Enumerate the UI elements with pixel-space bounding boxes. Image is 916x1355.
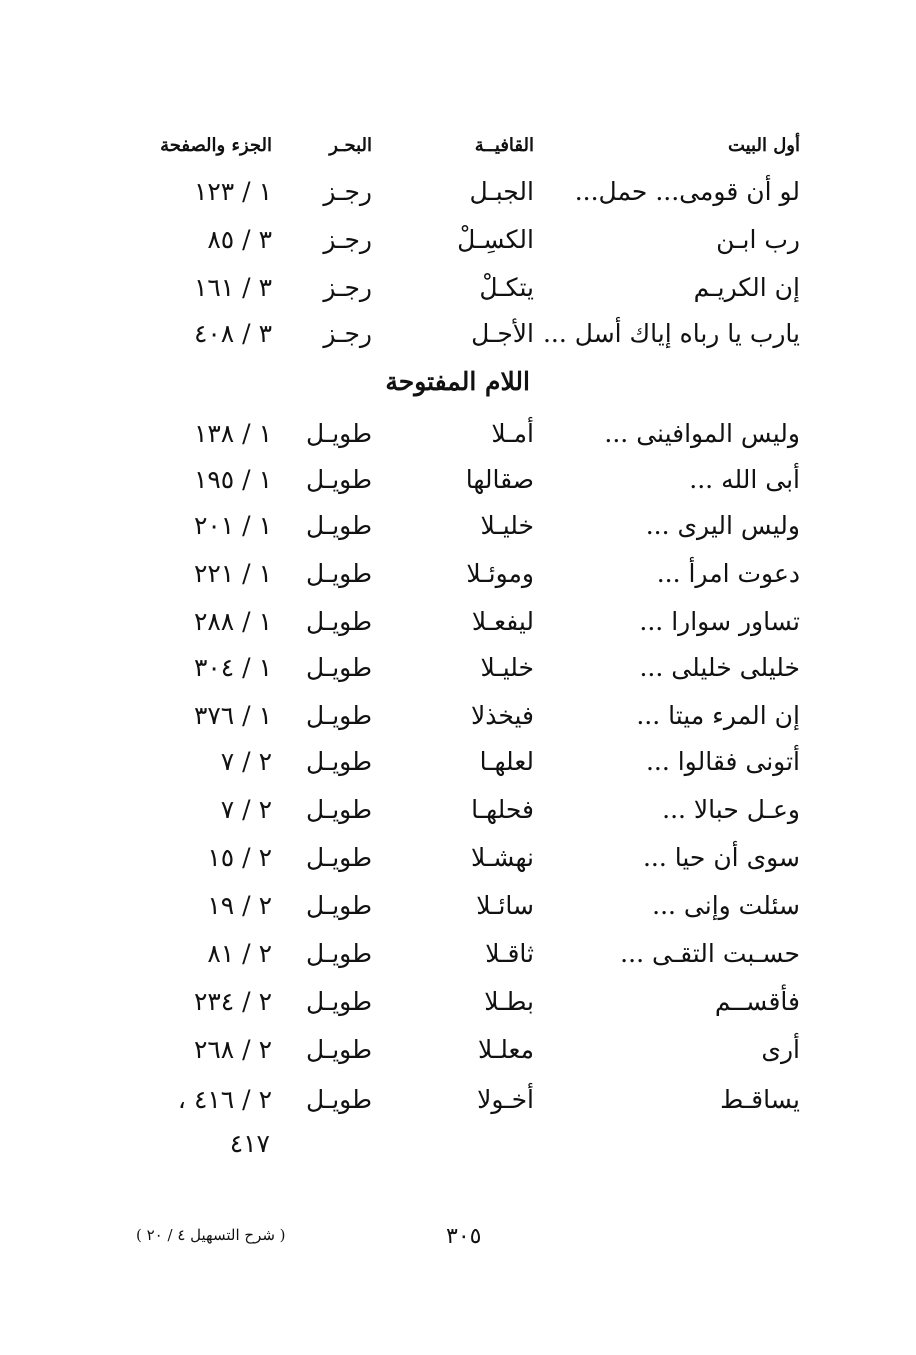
verse-text: فأقســم xyxy=(714,987,800,1016)
ref-text: ١ / ٢٨٨ xyxy=(193,607,272,636)
verse-text: خليلى خليلى ... xyxy=(639,653,800,682)
verse-text: دعوت امرأ ... xyxy=(656,559,800,588)
rhyme-text: بطـلا xyxy=(484,987,534,1016)
rhyme-text: وموئـلا xyxy=(466,559,534,588)
ref-text: ٢ / ٨١ xyxy=(207,939,272,968)
rhyme-text: ثاقـلا xyxy=(485,939,534,968)
ref-continuation: ٤١٧ xyxy=(229,1129,270,1158)
verse-text: لو أن قومى... حمل... xyxy=(574,177,800,206)
verse-text: يساقـط xyxy=(720,1085,800,1114)
rhyme-text: الأجـل xyxy=(471,319,534,348)
rhyme-text: نهشـلا xyxy=(470,843,534,872)
ref-text: ٢ / ٤١٦ ، xyxy=(177,1085,272,1114)
ref-text: ١ / ١٣٨ xyxy=(193,419,272,448)
ref-text: ٢ / ٧ xyxy=(220,747,272,776)
meter-text: طويـل xyxy=(305,559,372,588)
rhyme-text: الجبـل xyxy=(469,177,534,206)
ref-text: ٢ / ١٥ xyxy=(207,843,272,872)
verse-text: أبى الله ... xyxy=(689,465,800,494)
verse-text: وليس الموافينى ... xyxy=(604,419,800,448)
meter-text: طويـل xyxy=(305,1035,372,1064)
rhyme-text: سائـلا xyxy=(476,891,534,920)
verse-text: رب ابـن xyxy=(716,225,800,254)
rhyme-text: صقالها xyxy=(465,465,534,494)
meter-text: طويـل xyxy=(305,419,372,448)
verse-text: يارب يا رباه إياك أسل ... xyxy=(542,319,800,348)
table-row xyxy=(0,414,916,454)
table-row xyxy=(0,934,916,974)
ref-text: ١ / ٢٢١ xyxy=(193,559,272,588)
header-rhyme: القافيــة xyxy=(474,135,534,156)
ref-text: ١ / ١٢٣ xyxy=(193,177,272,206)
ref-text: ٢ / ٢٦٨ xyxy=(193,1035,272,1064)
ref-text: ٣ / ٨٥ xyxy=(207,225,272,254)
ref-text: ١ / ٢٠١ xyxy=(193,511,272,540)
verse-text: وعـل حبالا ... xyxy=(662,795,800,824)
rhyme-text: خليـلا xyxy=(480,653,534,682)
meter-text: طويـل xyxy=(305,701,372,730)
ref-text: ٢ / ٢٣٤ xyxy=(193,987,272,1016)
meter-text: طويـل xyxy=(305,511,372,540)
ref-text: ١ / ٣٠٤ xyxy=(193,653,272,682)
table-row xyxy=(0,220,916,260)
table-row xyxy=(0,886,916,926)
meter-text: رجـز xyxy=(323,319,372,348)
meter-text: رجـز xyxy=(323,225,372,254)
verse-text: إن الكريـم xyxy=(693,273,800,302)
rhyme-text: ليفعـلا xyxy=(471,607,534,636)
meter-text: طويـل xyxy=(305,607,372,636)
rhyme-text: معلـلا xyxy=(478,1035,534,1064)
table-row xyxy=(0,648,916,688)
rhyme-text: لعلهـا xyxy=(479,747,534,776)
meter-text: طويـل xyxy=(305,939,372,968)
ref-text: ٢ / ١٩ xyxy=(207,891,272,920)
ref-text: ١ / ١٩٥ xyxy=(193,465,272,494)
header-verse: أول البيت xyxy=(727,135,800,156)
verse-text: حسـبت التقـى ... xyxy=(620,939,800,968)
meter-text: طويـل xyxy=(305,843,372,872)
table-row xyxy=(0,268,916,308)
table-row xyxy=(0,696,916,736)
table-row xyxy=(0,838,916,878)
meter-text: طويـل xyxy=(305,653,372,682)
table-row xyxy=(0,314,916,354)
header-meter: البحـر xyxy=(329,135,372,156)
rhyme-text: أمـلا xyxy=(491,419,534,448)
meter-text: طويـل xyxy=(305,987,372,1016)
ref-text: ١ / ٣٧٦ xyxy=(193,701,272,730)
rhyme-text: خليـلا xyxy=(480,511,534,540)
table-row xyxy=(0,172,916,212)
meter-text: طويـل xyxy=(305,465,372,494)
table-row xyxy=(0,506,916,546)
verse-text: وليس اليرى ... xyxy=(645,511,800,540)
table-header xyxy=(0,126,916,166)
table-row xyxy=(0,742,916,782)
ref-text: ٣ / ٤٠٨ xyxy=(193,319,272,348)
meter-text: رجـز xyxy=(323,273,372,302)
header-ref: الجزء والصفحة xyxy=(160,135,272,156)
rhyme-text: فيخذلا xyxy=(470,701,534,730)
table-row xyxy=(0,460,916,500)
section-title: اللام المفتوحة xyxy=(385,367,530,396)
meter-text: طويـل xyxy=(305,747,372,776)
verse-text: إن المرء ميتا ... xyxy=(636,701,800,730)
meter-text: طويـل xyxy=(305,795,372,824)
meter-text: طويـل xyxy=(305,1085,372,1114)
verse-text: تساور سوارا ... xyxy=(639,607,800,636)
table-row xyxy=(0,982,916,1022)
page-number: ٣٠٥ xyxy=(446,1224,482,1249)
meter-text: رجـز xyxy=(323,177,372,206)
table-row xyxy=(0,602,916,642)
rhyme-text: فحلهـا xyxy=(471,795,534,824)
rhyme-text: يتكـلْ xyxy=(479,273,534,302)
ref-text: ٢ / ٧ xyxy=(220,795,272,824)
table-row xyxy=(0,554,916,594)
verse-text: أرى xyxy=(761,1035,800,1064)
table-row xyxy=(0,1080,916,1120)
table-row xyxy=(0,790,916,830)
meter-text: طويـل xyxy=(305,891,372,920)
footer-book-reference: ( شرح التسهيل ٤ / ٢٠ ) xyxy=(136,1226,286,1244)
verse-text: سئلت وإنى ... xyxy=(652,891,800,920)
ref-text: ٣ / ١٦١ xyxy=(193,273,272,302)
rhyme-text: أخـولا xyxy=(477,1085,534,1114)
rhyme-text: الكسِـلْ xyxy=(457,225,534,254)
table-row xyxy=(0,1030,916,1070)
verse-text: سوى أن حيا ... xyxy=(642,843,800,872)
verse-text: أتونى فقالوا ... xyxy=(645,747,800,776)
